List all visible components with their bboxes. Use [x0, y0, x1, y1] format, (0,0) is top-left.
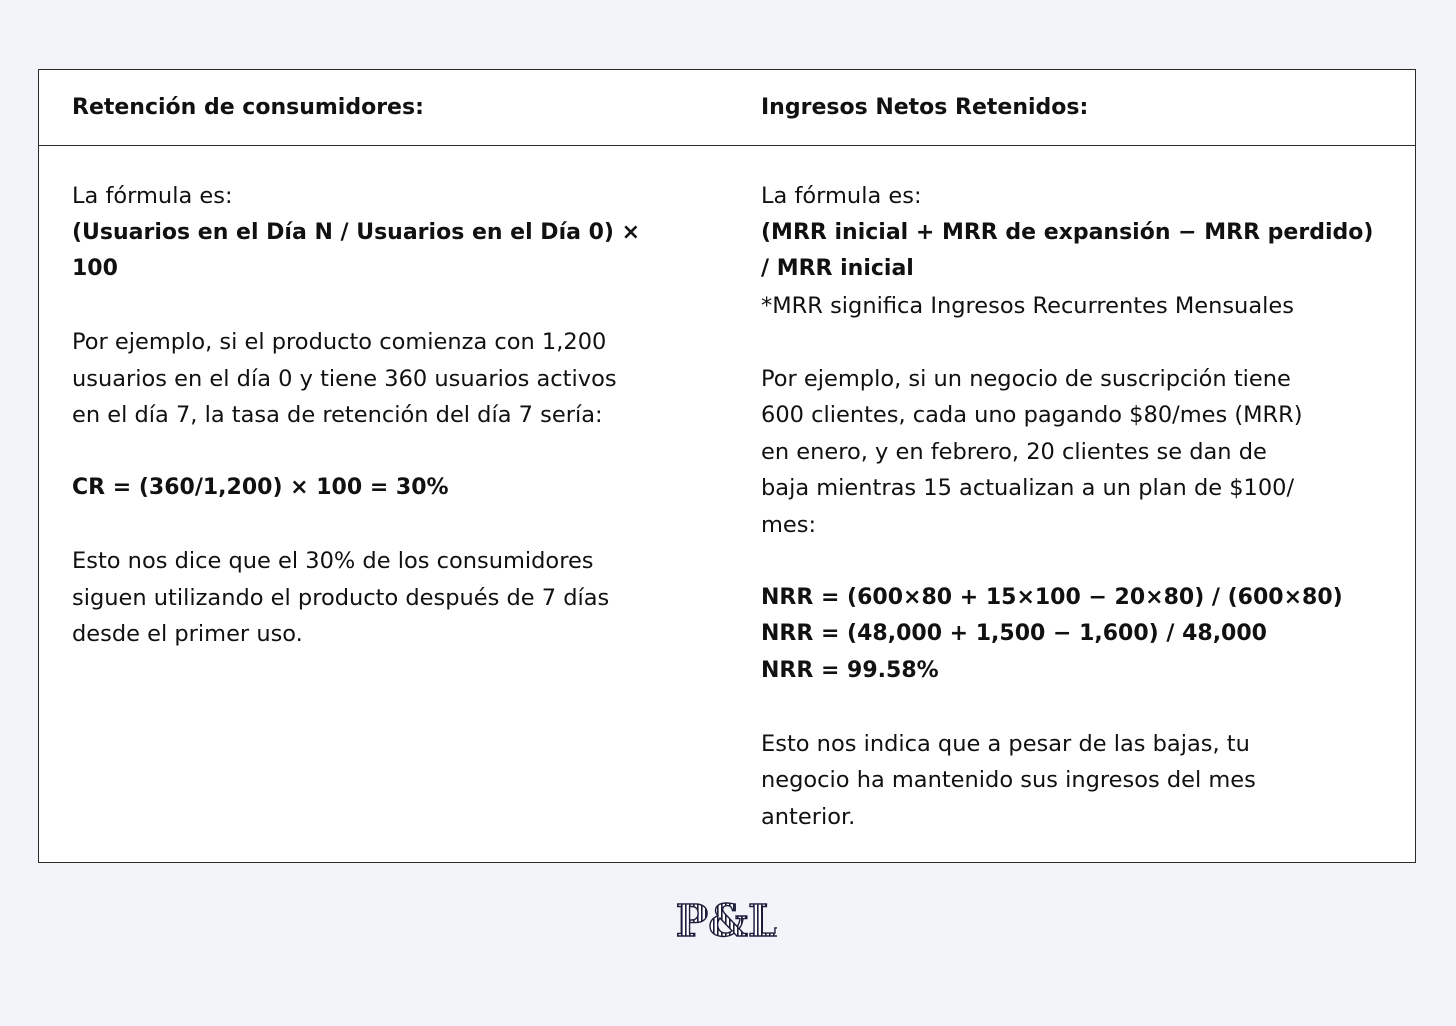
example-line: baja mientras 15 actualizan a un plan de $100/: [761, 475, 1295, 501]
example-line: en enero, y en febrero, 20 clientes se dan de: [761, 438, 1267, 465]
formula-line: (Usuarios en el Día N / Usuarios en el Día 0) ×: [72, 219, 641, 245]
logo-text: P&L: [677, 898, 777, 942]
calc-line: NRR = 99.58%: [761, 657, 939, 683]
formula-intro: La fórmula es:: [72, 183, 233, 209]
example-line: mes:: [761, 511, 817, 538]
header-consumer-retention: Retención de consumidores:: [72, 95, 424, 120]
header-net-revenue-retention: Ingresos Netos Retenidos:: [761, 95, 1089, 120]
calc-line: NRR = (600×80 + 15×100 − 20×80) / (600×80): [761, 584, 1343, 610]
example-line: Por ejemplo, si el producto comienza con 1,200: [72, 329, 607, 355]
example-line: usuarios en el día 0 y tiene 360 usuarios activos: [72, 365, 617, 392]
consumer-retention-cell: [72, 178, 712, 653]
pl-logo: [677, 898, 777, 942]
formula-line: (MRR inicial + MRR de expansión − MRR perdido): [761, 219, 1374, 245]
conclusion-line: desde el primer uso.: [72, 621, 303, 647]
conclusion-line: negocio ha mantenido sus ingresos del mes: [761, 767, 1256, 793]
example-line: 600 clientes, cada uno pagando $80/mes (MRR): [761, 402, 1303, 428]
pl-logo-mark: [677, 898, 777, 942]
example-line: en el día 7, la tasa de retención del día 7 sería:: [72, 402, 603, 428]
net-revenue-retention-cell: [761, 178, 1401, 835]
calc-line: NRR = (48,000 + 1,500 − 1,600) / 48,000: [761, 621, 1267, 646]
conclusion-line: Esto nos indica que a pesar de las bajas, tu: [761, 730, 1250, 757]
result-line: CR = (360/1,200) × 100 = 30%: [72, 475, 449, 500]
formula-line: 100: [72, 256, 118, 281]
table-header-row: [39, 70, 1415, 146]
conclusion-line: anterior.: [761, 803, 856, 830]
formula-line: / MRR inicial: [761, 256, 914, 281]
conclusion-line: Esto nos dice que el 30% de los consumidores: [72, 548, 594, 574]
mrr-note: *MRR significa Ingresos Recurrentes Mensuales: [761, 292, 1294, 319]
metrics-table: [38, 69, 1416, 863]
example-line: Por ejemplo, si un negocio de suscripción tiene: [761, 365, 1291, 392]
conclusion-line: siguen utilizando el producto después de 7 días: [72, 584, 610, 611]
formula-intro: La fórmula es:: [761, 183, 922, 209]
